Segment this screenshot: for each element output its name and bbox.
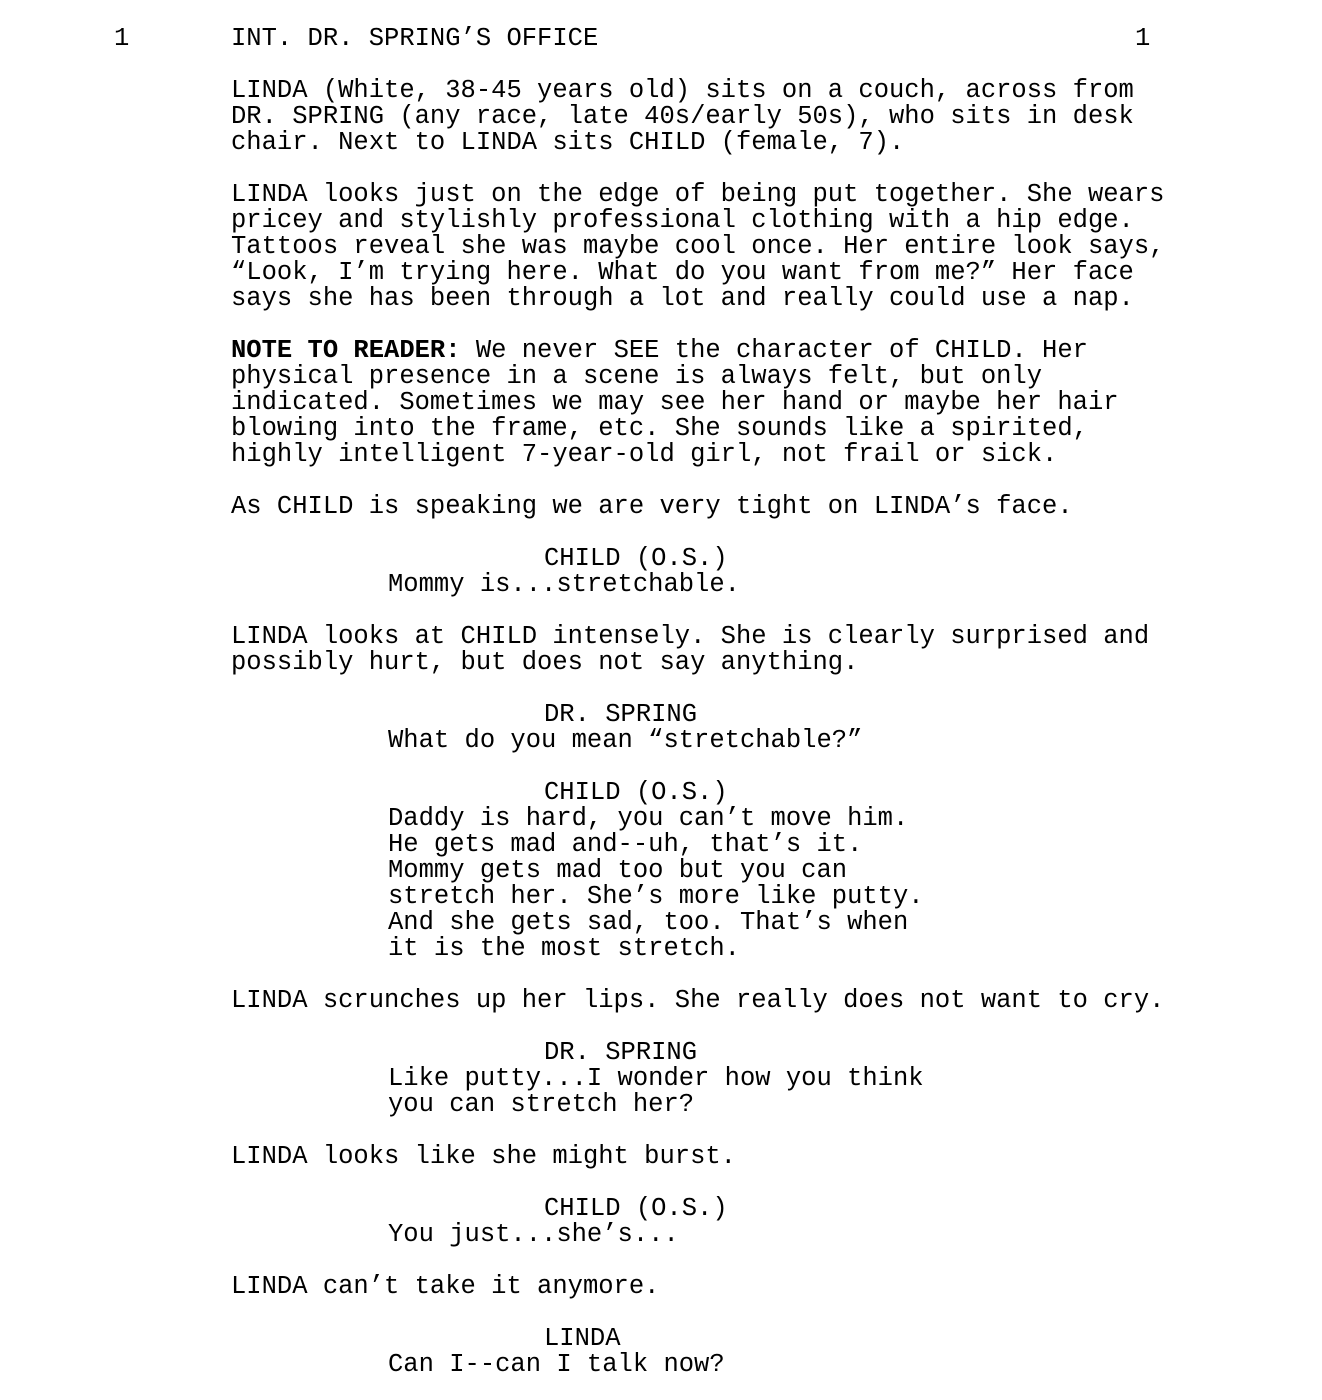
- note-line: blowing into the frame, etc. She sounds like a spirited,: [231, 414, 1088, 443]
- dialogue-block: [231, 1040, 1191, 1118]
- dialogue-block: [231, 702, 1191, 754]
- action-line: pricey and stylishly professional clothing with a hip edge.: [231, 206, 1134, 235]
- character-cue: CHILD (O.S.): [544, 778, 728, 807]
- action-line: LINDA scrunches up her lips. She really does not want to cry.: [231, 986, 1165, 1015]
- dialogue-line: it is the most stretch.: [388, 934, 740, 963]
- action-paragraph: [231, 624, 1191, 676]
- action-paragraph: [231, 182, 1191, 312]
- dialogue-line: He gets mad and--uh, that’s it.: [388, 830, 863, 859]
- action-paragraph: [231, 494, 1191, 520]
- action-line: LINDA (White, 38-45 years old) sits on a couch, across from: [231, 76, 1134, 105]
- dialogue-line: And she gets sad, too. That’s when: [388, 908, 909, 937]
- action-line: LINDA looks like she might burst.: [231, 1142, 736, 1171]
- action-paragraph: [231, 988, 1191, 1014]
- dialogue-line: Daddy is hard, you can’t move him.: [388, 804, 909, 833]
- note-to-reader: [231, 338, 1191, 468]
- action-line: says she has been through a lot and really could use a nap.: [231, 284, 1134, 313]
- action-line: LINDA can’t take it anymore.: [231, 1272, 660, 1301]
- note-label: NOTE TO READER:: [231, 336, 461, 365]
- scene-number-left: 1: [114, 24, 130, 53]
- character-cue: CHILD (O.S.): [544, 1194, 728, 1223]
- scene-heading: INT. DR. SPRING’S OFFICE: [231, 24, 599, 53]
- action-line: LINDA looks at CHILD intensely. She is clearly surprised and: [231, 622, 1150, 651]
- action-line: LINDA looks just on the edge of being put together. She wears: [231, 180, 1165, 209]
- note-line: physical presence in a scene is always felt, but only: [231, 362, 1043, 391]
- dialogue-line: Mommy is...stretchable.: [388, 570, 740, 599]
- scene-number-right: 1: [1135, 24, 1151, 53]
- character-cue: CHILD (O.S.): [544, 544, 728, 573]
- action-line: chair. Next to LINDA sits CHILD (female, 7).: [231, 128, 905, 157]
- character-cue: DR. SPRING: [544, 1038, 698, 1067]
- action-line: As CHILD is speaking we are very tight on LINDA’s face.: [231, 492, 1073, 521]
- dialogue-block: [231, 1196, 1191, 1248]
- dialogue-line: Mommy gets mad too but you can: [388, 856, 848, 885]
- action-line: “Look, I’m trying here. What do you want from me?” Her face: [231, 258, 1134, 287]
- note-line: indicated. Sometimes we may see her hand or maybe her hair: [231, 388, 1119, 417]
- action-line: DR. SPRING (any race, late 40s/early 50s), who sits in desk: [231, 102, 1134, 131]
- note-line: highly intelligent 7-year-old girl, not frail or sick.: [231, 440, 1058, 469]
- dialogue-line: What do you mean “stretchable?”: [388, 726, 863, 755]
- dialogue-block: [231, 780, 1191, 962]
- script-body: [231, 26, 1191, 1378]
- dialogue-line: Like putty...I wonder how you think: [388, 1064, 924, 1093]
- dialogue-line: stretch her. She’s more like putty.: [388, 882, 924, 911]
- action-line: Tattoos reveal she was maybe cool once. Her entire look says,: [231, 232, 1165, 261]
- dialogue-line: you can stretch her?: [388, 1090, 695, 1119]
- character-cue: LINDA: [544, 1324, 621, 1353]
- action-paragraph: [231, 78, 1191, 156]
- dialogue-line: Can I--can I talk now?: [388, 1350, 725, 1379]
- action-line: possibly hurt, but does not say anything.: [231, 648, 859, 677]
- character-cue: DR. SPRING: [544, 700, 698, 729]
- dialogue-block: [231, 1326, 1191, 1378]
- dialogue-line: You just...she’s...: [388, 1220, 679, 1249]
- action-paragraph: [231, 1144, 1191, 1170]
- note-text: We never SEE the character of CHILD. Her: [460, 336, 1088, 365]
- action-paragraph: [231, 1274, 1191, 1300]
- note-first-line: [231, 338, 1191, 364]
- dialogue-block: [231, 546, 1191, 598]
